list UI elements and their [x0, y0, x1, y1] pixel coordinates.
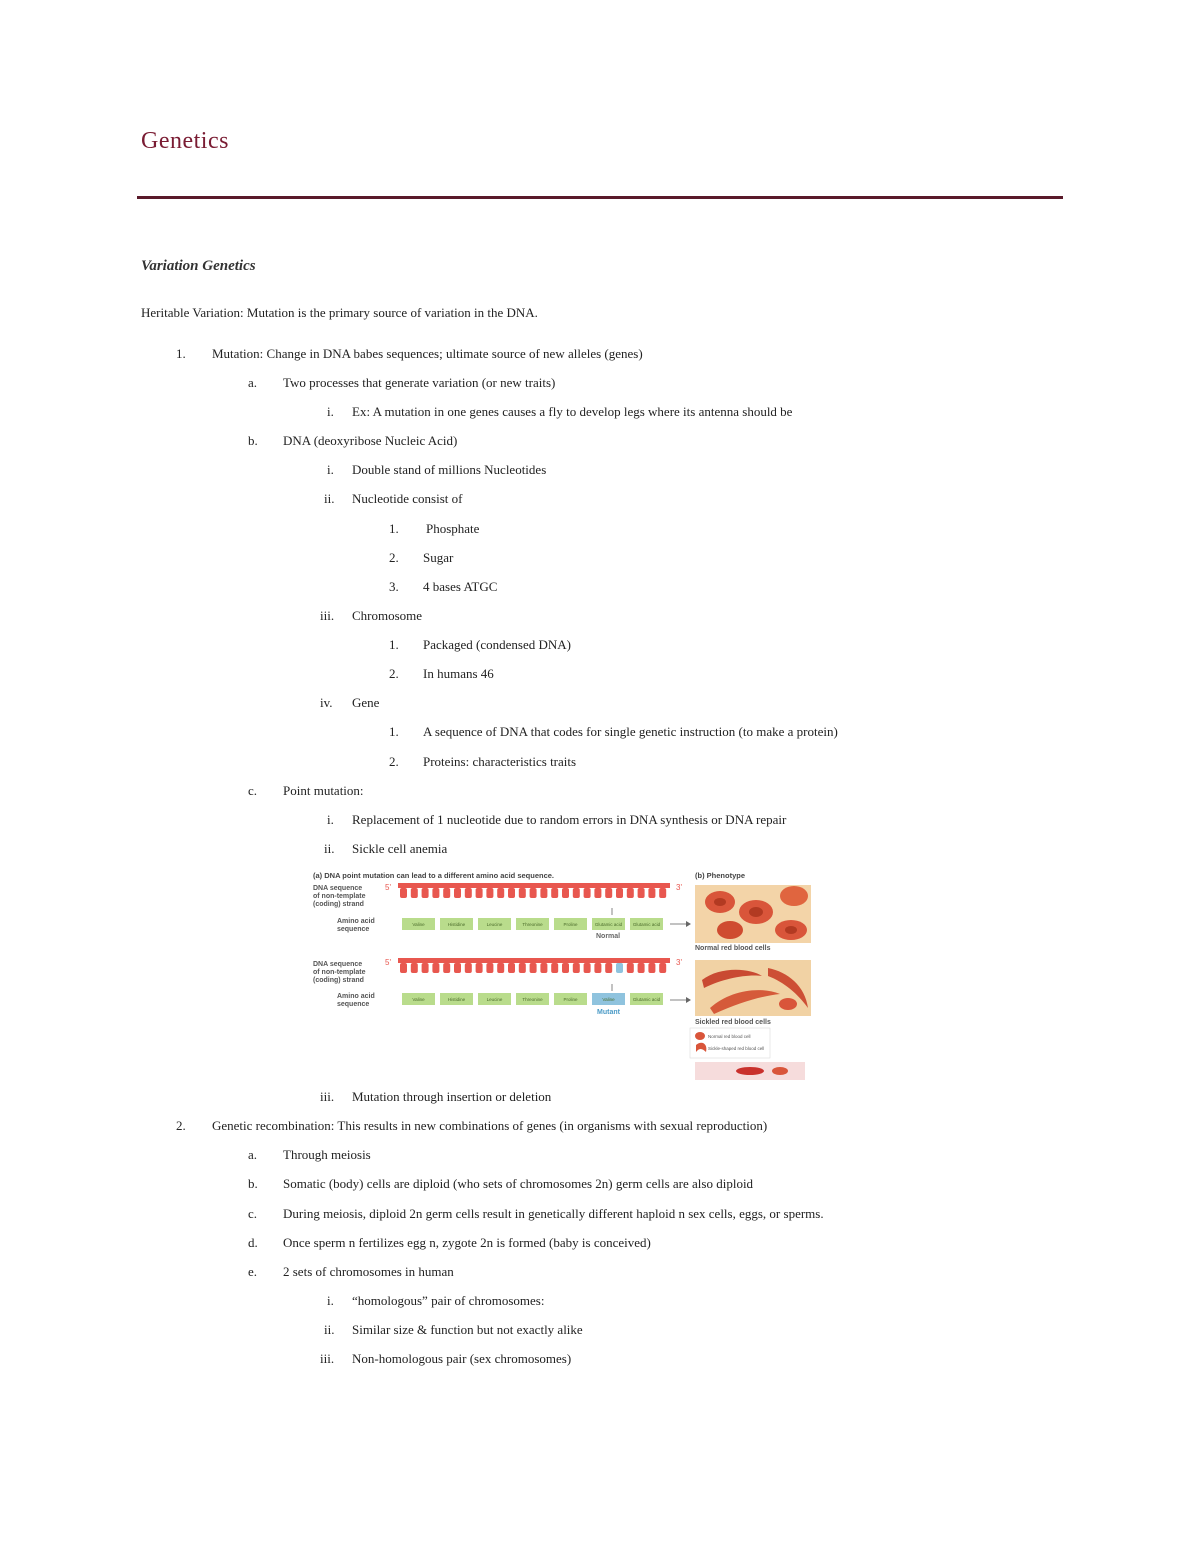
list-marker: c. [248, 783, 258, 798]
dna-base [627, 888, 634, 898]
list-marker: a. [248, 1147, 258, 1162]
list-marker: 1. [389, 724, 399, 739]
list-item: Once sperm n fertilizes egg n, zygote 2n is formed (baby is conceived) [283, 1235, 651, 1250]
figure-caption-a: (a) DNA point mutation can lead to a different amino acid sequence. [313, 871, 555, 880]
dna-base [594, 888, 601, 898]
sickled-cells-photo [695, 960, 811, 1016]
three-prime-normal: 3' [676, 883, 682, 892]
list-marker: i. [327, 404, 334, 419]
rbc-center [714, 898, 726, 906]
list-marker: ii. [324, 1322, 335, 1337]
list-item: 2 sets of chromosomes in human [283, 1264, 454, 1279]
list-item: Sickle cell anemia [352, 841, 448, 856]
list-item: Similar size & function but not exactly alike [352, 1322, 583, 1337]
dna-base [411, 888, 418, 898]
list-item: Two processes that generate variation (or new traits) [283, 375, 556, 390]
dna-base [551, 963, 558, 973]
dna-base [454, 888, 461, 898]
list-marker: 2. [389, 754, 399, 769]
list-item: In humans 46 [423, 666, 494, 681]
dna-base [519, 963, 526, 973]
intro-paragraph: Heritable Variation: Mutation is the primary source of variation in the DNA. [141, 305, 538, 320]
legend-normal-icon [695, 1032, 705, 1040]
figure-caption-b: (b) Phenotype [695, 871, 745, 880]
list-item: Phosphate [426, 521, 480, 536]
dna-label-line: of non-template [313, 969, 366, 976]
arrowhead [686, 921, 691, 927]
amino-acid-label: Proline [563, 922, 578, 927]
list-item: Somatic (body) cells are diploid (who sets of chromosomes 2n) germ cells are also diploid [283, 1176, 754, 1191]
list-marker: i. [327, 462, 334, 477]
list-item: Sugar [423, 550, 454, 565]
amino-acid-label: Valine [412, 922, 425, 927]
sickled-cells-label: Sickled red blood cells [695, 1019, 771, 1026]
list-marker: e. [248, 1264, 258, 1279]
dna-base [422, 888, 429, 898]
dna-label-mutant [313, 961, 366, 984]
dna-base [540, 888, 547, 898]
dna-base [411, 963, 418, 973]
dna-base [486, 963, 493, 973]
figure-svg [310, 868, 815, 1083]
list-item: 4 bases ATGC [423, 579, 498, 594]
aa-label-line: sequence [337, 926, 370, 933]
list-marker: d. [248, 1235, 258, 1250]
dna-base [400, 963, 407, 973]
aa-label-mutant [337, 993, 375, 1008]
vessel-cell [736, 1067, 764, 1075]
list-item: Mutation: Change in DNA babes sequences; ultimate source of new alleles (genes) [212, 346, 643, 361]
dna-base [605, 888, 612, 898]
legend-normal-text: Normal red blood cell [708, 1034, 751, 1039]
list-marker: b. [248, 433, 258, 448]
list-marker: ii. [324, 841, 335, 856]
dna-label-line: (coding) strand [313, 901, 364, 908]
list-item: Gene [352, 695, 380, 710]
list-marker: 1. [389, 521, 399, 536]
dna-base [605, 963, 612, 973]
list-item: Mutation through insertion or deletion [352, 1089, 552, 1104]
list-marker: c. [248, 1206, 258, 1221]
dna-base [573, 888, 580, 898]
dna-base [465, 888, 472, 898]
amino-acid-label: Threonine [522, 997, 543, 1002]
dna-base [638, 888, 645, 898]
dna-base [400, 888, 407, 898]
figure-legend [690, 1028, 770, 1058]
dna-backbone [398, 958, 670, 963]
dna-base [530, 888, 537, 898]
dna-base [659, 888, 666, 898]
list-item: Through meiosis [283, 1147, 371, 1162]
amino-acid-label: Valine [602, 997, 615, 1002]
list-item: Replacement of 1 nucleotide due to random errors in DNA synthesis or DNA repair [352, 812, 787, 827]
amino-acid-label: Glutamic acid [632, 997, 661, 1002]
list-marker: iii. [320, 608, 335, 623]
amino-acid-label: Histidine [447, 922, 466, 927]
list-item: Double stand of millions Nucleotides [352, 462, 547, 477]
dna-base [584, 888, 591, 898]
list-item: Proteins: characteristics traits [423, 754, 577, 769]
amino-row-normal [402, 918, 663, 930]
amino-acid-label: Glutamic acid [594, 922, 623, 927]
list-marker: 3. [389, 579, 399, 594]
dna-base [508, 888, 515, 898]
list-item: A sequence of DNA that codes for single genetic instruction (to make a protein) [423, 724, 838, 739]
dna-label-line: of non-template [313, 893, 366, 900]
amino-acid-label: Histidine [447, 997, 466, 1002]
five-prime-mutant: 5' [385, 958, 391, 967]
dna-base [648, 963, 655, 973]
dna-base [497, 888, 504, 898]
list-item: “homologous” pair of chromosomes: [352, 1293, 545, 1308]
list-marker: 2. [389, 550, 399, 565]
page-title: Genetics [141, 128, 229, 154]
dna-base [616, 963, 623, 973]
normal-cells-photo [695, 885, 811, 943]
dna-base [432, 888, 439, 898]
dna-backbone [398, 883, 670, 888]
dna-base [638, 963, 645, 973]
arrowhead [686, 997, 691, 1003]
vessel-illustration [695, 1062, 805, 1080]
dna-base [627, 963, 634, 973]
five-prime-normal: 5' [385, 883, 391, 892]
list-item: Packaged (condensed DNA) [423, 637, 572, 652]
dna-base [648, 888, 655, 898]
rbc [717, 921, 743, 939]
list-item: Chromosome [352, 608, 423, 623]
amino-acid-label: Glutamic acid [632, 922, 661, 927]
list-marker: ii. [324, 491, 335, 506]
list-item: Non-homologous pair (sex chromosomes) [352, 1351, 572, 1366]
dna-base [584, 963, 591, 973]
dna-base [497, 963, 504, 973]
list-marker: a. [248, 375, 258, 390]
list-marker: i. [327, 1293, 334, 1308]
dna-label-line: DNA sequence [313, 885, 363, 892]
dna-base [562, 888, 569, 898]
dna-base [573, 963, 580, 973]
normal-cells-label: Normal red blood cells [695, 945, 771, 952]
vessel-cell [772, 1067, 788, 1075]
amino-acid-label: Proline [563, 997, 578, 1002]
list-marker: iv. [320, 695, 333, 710]
dna-base [476, 963, 483, 973]
title-divider [137, 196, 1063, 199]
rbc [779, 998, 797, 1010]
three-prime-mutant: 3' [676, 958, 682, 967]
list-item: Point mutation: [283, 783, 364, 798]
dna-base [486, 888, 493, 898]
list-item: Genetic recombination: This results in new combinations of genes (in organisms with sexual reproduction) [212, 1118, 768, 1133]
list-item: During meiosis, diploid 2n germ cells result in genetically different haploid n sex cells, eggs, or sperms. [283, 1206, 824, 1221]
aa-label-normal [337, 918, 375, 933]
dna-base [432, 963, 439, 973]
sickle-cell-figure [310, 868, 815, 1083]
amino-row-mutant [402, 993, 663, 1005]
list-marker: 1. [176, 346, 186, 361]
amino-acid-label: Leucine [486, 997, 503, 1002]
dna-base [540, 963, 547, 973]
dna-base [519, 888, 526, 898]
dna-strand-normal [398, 883, 670, 898]
dna-base [443, 888, 450, 898]
dna-base [508, 963, 515, 973]
dna-base [594, 963, 601, 973]
dna-label-line: (coding) strand [313, 977, 364, 984]
dna-base [422, 963, 429, 973]
dna-base [443, 963, 450, 973]
amino-acid-label: Threonine [522, 922, 543, 927]
list-item: DNA (deoxyribose Nucleic Acid) [283, 433, 458, 448]
rbc-center [749, 907, 763, 917]
dna-base [476, 888, 483, 898]
list-marker: 1. [389, 637, 399, 652]
list-item: Nucleotide consist of [352, 491, 463, 506]
dna-base [530, 963, 537, 973]
list-marker: 2. [389, 666, 399, 681]
normal-label: Normal [596, 933, 621, 940]
dna-base [659, 963, 666, 973]
dna-label-normal [313, 885, 366, 908]
list-marker: 2. [176, 1118, 186, 1133]
rbc [780, 886, 808, 906]
amino-acid-label: Leucine [486, 922, 503, 927]
aa-label-line: Amino acid [337, 918, 375, 925]
dna-base [616, 888, 623, 898]
dna-strand-mutant [398, 958, 670, 973]
list-marker: iii. [320, 1351, 335, 1366]
dna-base [551, 888, 558, 898]
list-marker: b. [248, 1176, 258, 1191]
aa-label-line: sequence [337, 1001, 370, 1008]
rbc-center [785, 926, 797, 934]
dna-label-line: DNA sequence [313, 961, 363, 968]
list-marker: iii. [320, 1089, 335, 1104]
dna-base [454, 963, 461, 973]
list-item: Ex: A mutation in one genes causes a fly to develop legs where its antenna should be [352, 404, 793, 419]
aa-label-line: Amino acid [337, 993, 375, 1000]
section-heading: Variation Genetics [141, 258, 256, 274]
dna-base [562, 963, 569, 973]
dna-base [465, 963, 472, 973]
mutant-label: Mutant [597, 1009, 620, 1016]
amino-acid-label: Valine [412, 997, 425, 1002]
legend-sickle-text: Sickle-shaped red blood cell [708, 1046, 765, 1051]
list-marker: i. [327, 812, 334, 827]
